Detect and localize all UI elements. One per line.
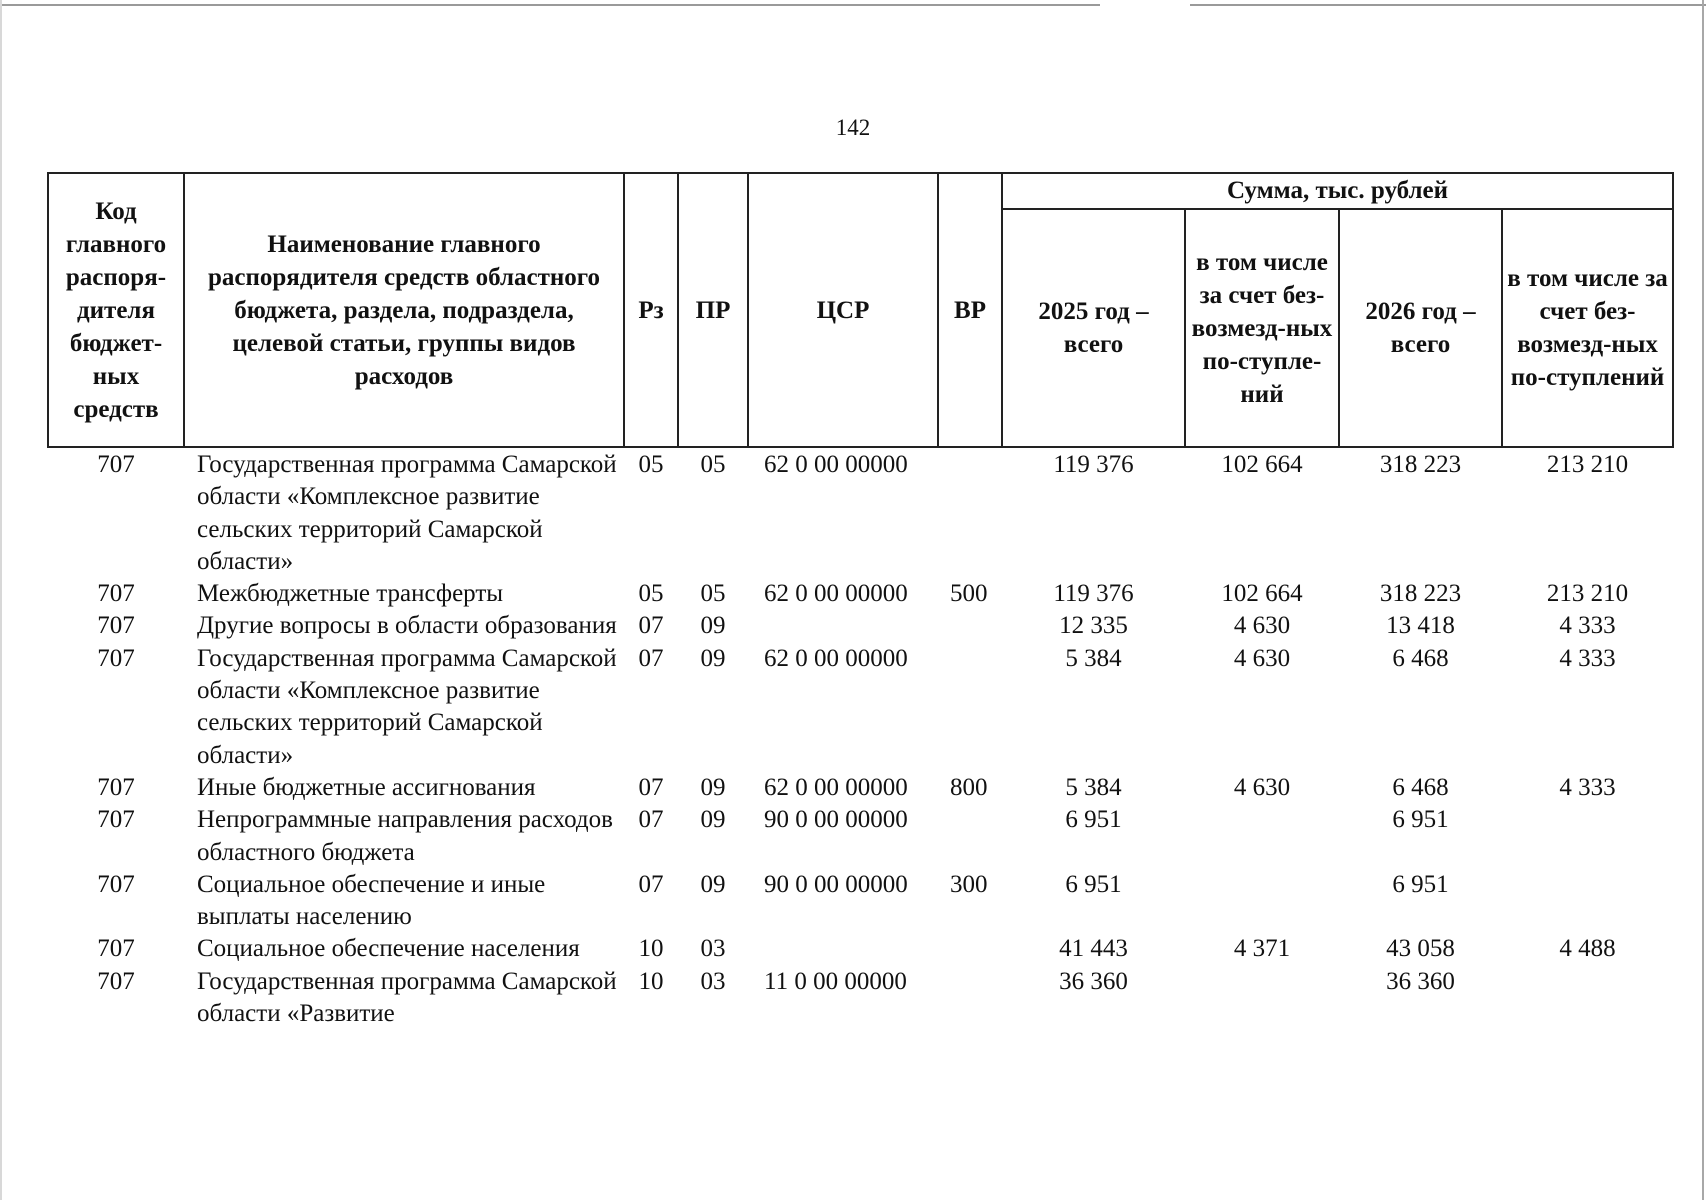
table-row — [48, 610, 1673, 642]
row-pr: 09 — [700, 612, 726, 640]
row-vr — [938, 933, 1002, 965]
row-code: 707 — [97, 644, 135, 672]
row-2025-grants — [1185, 966, 1339, 1031]
row-pr: 09 — [700, 773, 726, 801]
row-name: Межбюджетные трансферты — [197, 580, 504, 608]
table-body — [48, 447, 1673, 1030]
row-name: Государственная программа Самарской области «Комплексное развитие сельских территорий Самарской области» — [197, 644, 617, 769]
row-2026-grants — [1502, 869, 1673, 934]
table-row — [48, 804, 1673, 869]
row-code: 707 — [97, 806, 135, 834]
row-name: Государственная программа Самарской области «Комплексное развитие сельских территорий Самарской области» — [197, 451, 617, 575]
row-rz: 10 — [638, 967, 664, 995]
row-2025-total: 36 360 — [1059, 967, 1128, 995]
header-2026-grants: в том числе за счет без-возмезд-ных по-ступлений — [1502, 209, 1673, 447]
row-name: Непрограммные направления расходов областного бюджета — [197, 806, 613, 866]
header-csr: ЦСР — [748, 173, 938, 447]
header-vr: ВР — [938, 173, 1002, 447]
row-csr — [748, 610, 938, 642]
row-rz: 10 — [638, 935, 664, 963]
budget-table — [47, 172, 1674, 1030]
row-code: 707 — [97, 773, 135, 801]
header-sum: Сумма, тыс. рублей — [1002, 173, 1673, 209]
row-csr — [748, 933, 938, 965]
row-vr — [938, 447, 1002, 578]
row-2026-total: 318 223 — [1379, 580, 1462, 608]
row-2026-grants — [1502, 804, 1673, 869]
row-code: 707 — [97, 451, 135, 478]
row-name: Иные бюджетные ассигнования — [197, 773, 536, 801]
row-2025-grants: 102 664 — [1221, 580, 1303, 608]
row-vr — [938, 804, 1002, 869]
row-csr: 90 0 00 00000 — [764, 870, 908, 898]
row-2026-grants: 4 333 — [1559, 644, 1616, 672]
row-2025-total: 119 376 — [1053, 451, 1134, 478]
row-rz: 07 — [638, 773, 664, 801]
row-2026-grants: 4 333 — [1559, 773, 1616, 801]
page-number: 142 — [835, 115, 871, 140]
row-pr: 03 — [700, 935, 726, 963]
header-2025-grants: в том числе за счет без-возмезд-ных по-ступле-ний — [1185, 209, 1339, 447]
header-rz: Рз — [624, 173, 678, 447]
row-name: Социальное обеспечение и иные выплаты населению — [197, 870, 546, 931]
row-2026-grants: 213 210 — [1546, 580, 1629, 608]
row-2026-total: 6 468 — [1392, 773, 1449, 801]
header-name: Наименование главного распорядителя средств областного бюджета, раздела, подраздела, целевой статьи, группы видов расходов — [184, 173, 624, 447]
row-2025-total: 5 384 — [1065, 773, 1122, 801]
row-2025-grants: 4 371 — [1233, 935, 1291, 963]
row-2025-grants: 4 630 — [1233, 612, 1291, 640]
row-2025-grants — [1185, 804, 1339, 869]
row-2026-grants: 4 333 — [1559, 612, 1616, 640]
row-rz: 07 — [638, 612, 664, 640]
row-name: Государственная программа Самарской области «Развитие — [197, 967, 617, 1028]
row-pr: 09 — [700, 644, 726, 672]
scan-border-top-right — [1190, 4, 1706, 6]
row-vr — [938, 643, 1002, 772]
row-2026-total: 13 418 — [1386, 612, 1455, 640]
row-rz: 05 — [638, 451, 664, 478]
table-row — [48, 578, 1673, 610]
row-rz: 07 — [638, 644, 664, 672]
table-row — [48, 869, 1673, 934]
row-2026-total: 318 223 — [1379, 451, 1462, 478]
scan-border-left — [0, 0, 2, 1200]
row-pr: 09 — [700, 806, 726, 834]
row-2026-grants — [1502, 966, 1673, 1031]
header-2025-total: 2025 год – всего — [1002, 209, 1185, 447]
table-header — [48, 173, 1673, 447]
table-row — [48, 772, 1673, 804]
row-2025-total: 119 376 — [1053, 580, 1134, 608]
row-pr: 09 — [700, 870, 726, 898]
row-code: 707 — [97, 612, 135, 640]
row-name: Социальное обеспечение населения — [197, 935, 580, 963]
row-rz: 07 — [638, 806, 664, 834]
row-pr: 03 — [700, 967, 726, 995]
row-2026-total: 36 360 — [1386, 967, 1455, 995]
row-rz: 07 — [638, 870, 664, 898]
row-csr: 62 0 00 00000 — [764, 580, 908, 608]
row-csr: 62 0 00 00000 — [764, 773, 908, 801]
row-pr: 05 — [700, 580, 726, 608]
row-vr: 800 — [950, 773, 988, 801]
row-2026-total: 6 951 — [1392, 806, 1449, 834]
row-code: 707 — [97, 870, 135, 898]
row-2026-total: 6 468 — [1392, 644, 1449, 672]
row-csr: 90 0 00 00000 — [764, 806, 908, 834]
row-2025-grants: 4 630 — [1233, 644, 1291, 672]
row-name: Другие вопросы в области образования — [197, 612, 617, 640]
header-code: Код главного распоря-дителя бюджет-ных средств — [48, 173, 184, 447]
row-2025-total: 41 443 — [1059, 935, 1128, 963]
table-row — [48, 933, 1673, 965]
row-code: 707 — [97, 580, 135, 608]
row-vr: 300 — [950, 870, 988, 898]
row-2025-total: 6 951 — [1065, 806, 1122, 834]
row-code: 707 — [97, 967, 135, 995]
header-pr: ПР — [678, 173, 748, 447]
row-csr: 62 0 00 00000 — [764, 644, 908, 672]
header-2026-total: 2026 год – всего — [1339, 209, 1502, 447]
row-2026-grants: 213 210 — [1546, 451, 1629, 478]
row-code: 707 — [97, 935, 135, 963]
row-csr: 62 0 00 00000 — [764, 451, 908, 478]
row-pr: 05 — [700, 451, 726, 478]
row-2026-grants: 4 488 — [1559, 935, 1616, 963]
row-vr — [938, 610, 1002, 642]
table-row — [48, 966, 1673, 1031]
scan-border-right — [1702, 0, 1704, 1200]
row-2025-total: 5 384 — [1065, 644, 1122, 672]
row-2025-total: 12 335 — [1059, 612, 1128, 640]
row-2026-total: 43 058 — [1386, 935, 1455, 963]
row-2026-total: 6 951 — [1392, 870, 1449, 898]
row-vr: 500 — [950, 580, 988, 608]
scan-border-top-left — [0, 4, 1100, 6]
row-vr — [938, 966, 1002, 1031]
row-2025-grants: 4 630 — [1233, 773, 1291, 801]
table-row — [48, 447, 1673, 578]
row-rz: 05 — [638, 580, 664, 608]
row-2025-grants — [1185, 869, 1339, 934]
table-row — [48, 643, 1673, 772]
row-2025-total: 6 951 — [1065, 870, 1122, 898]
row-csr: 11 0 00 00000 — [764, 967, 907, 995]
row-2025-grants: 102 664 — [1221, 451, 1303, 478]
